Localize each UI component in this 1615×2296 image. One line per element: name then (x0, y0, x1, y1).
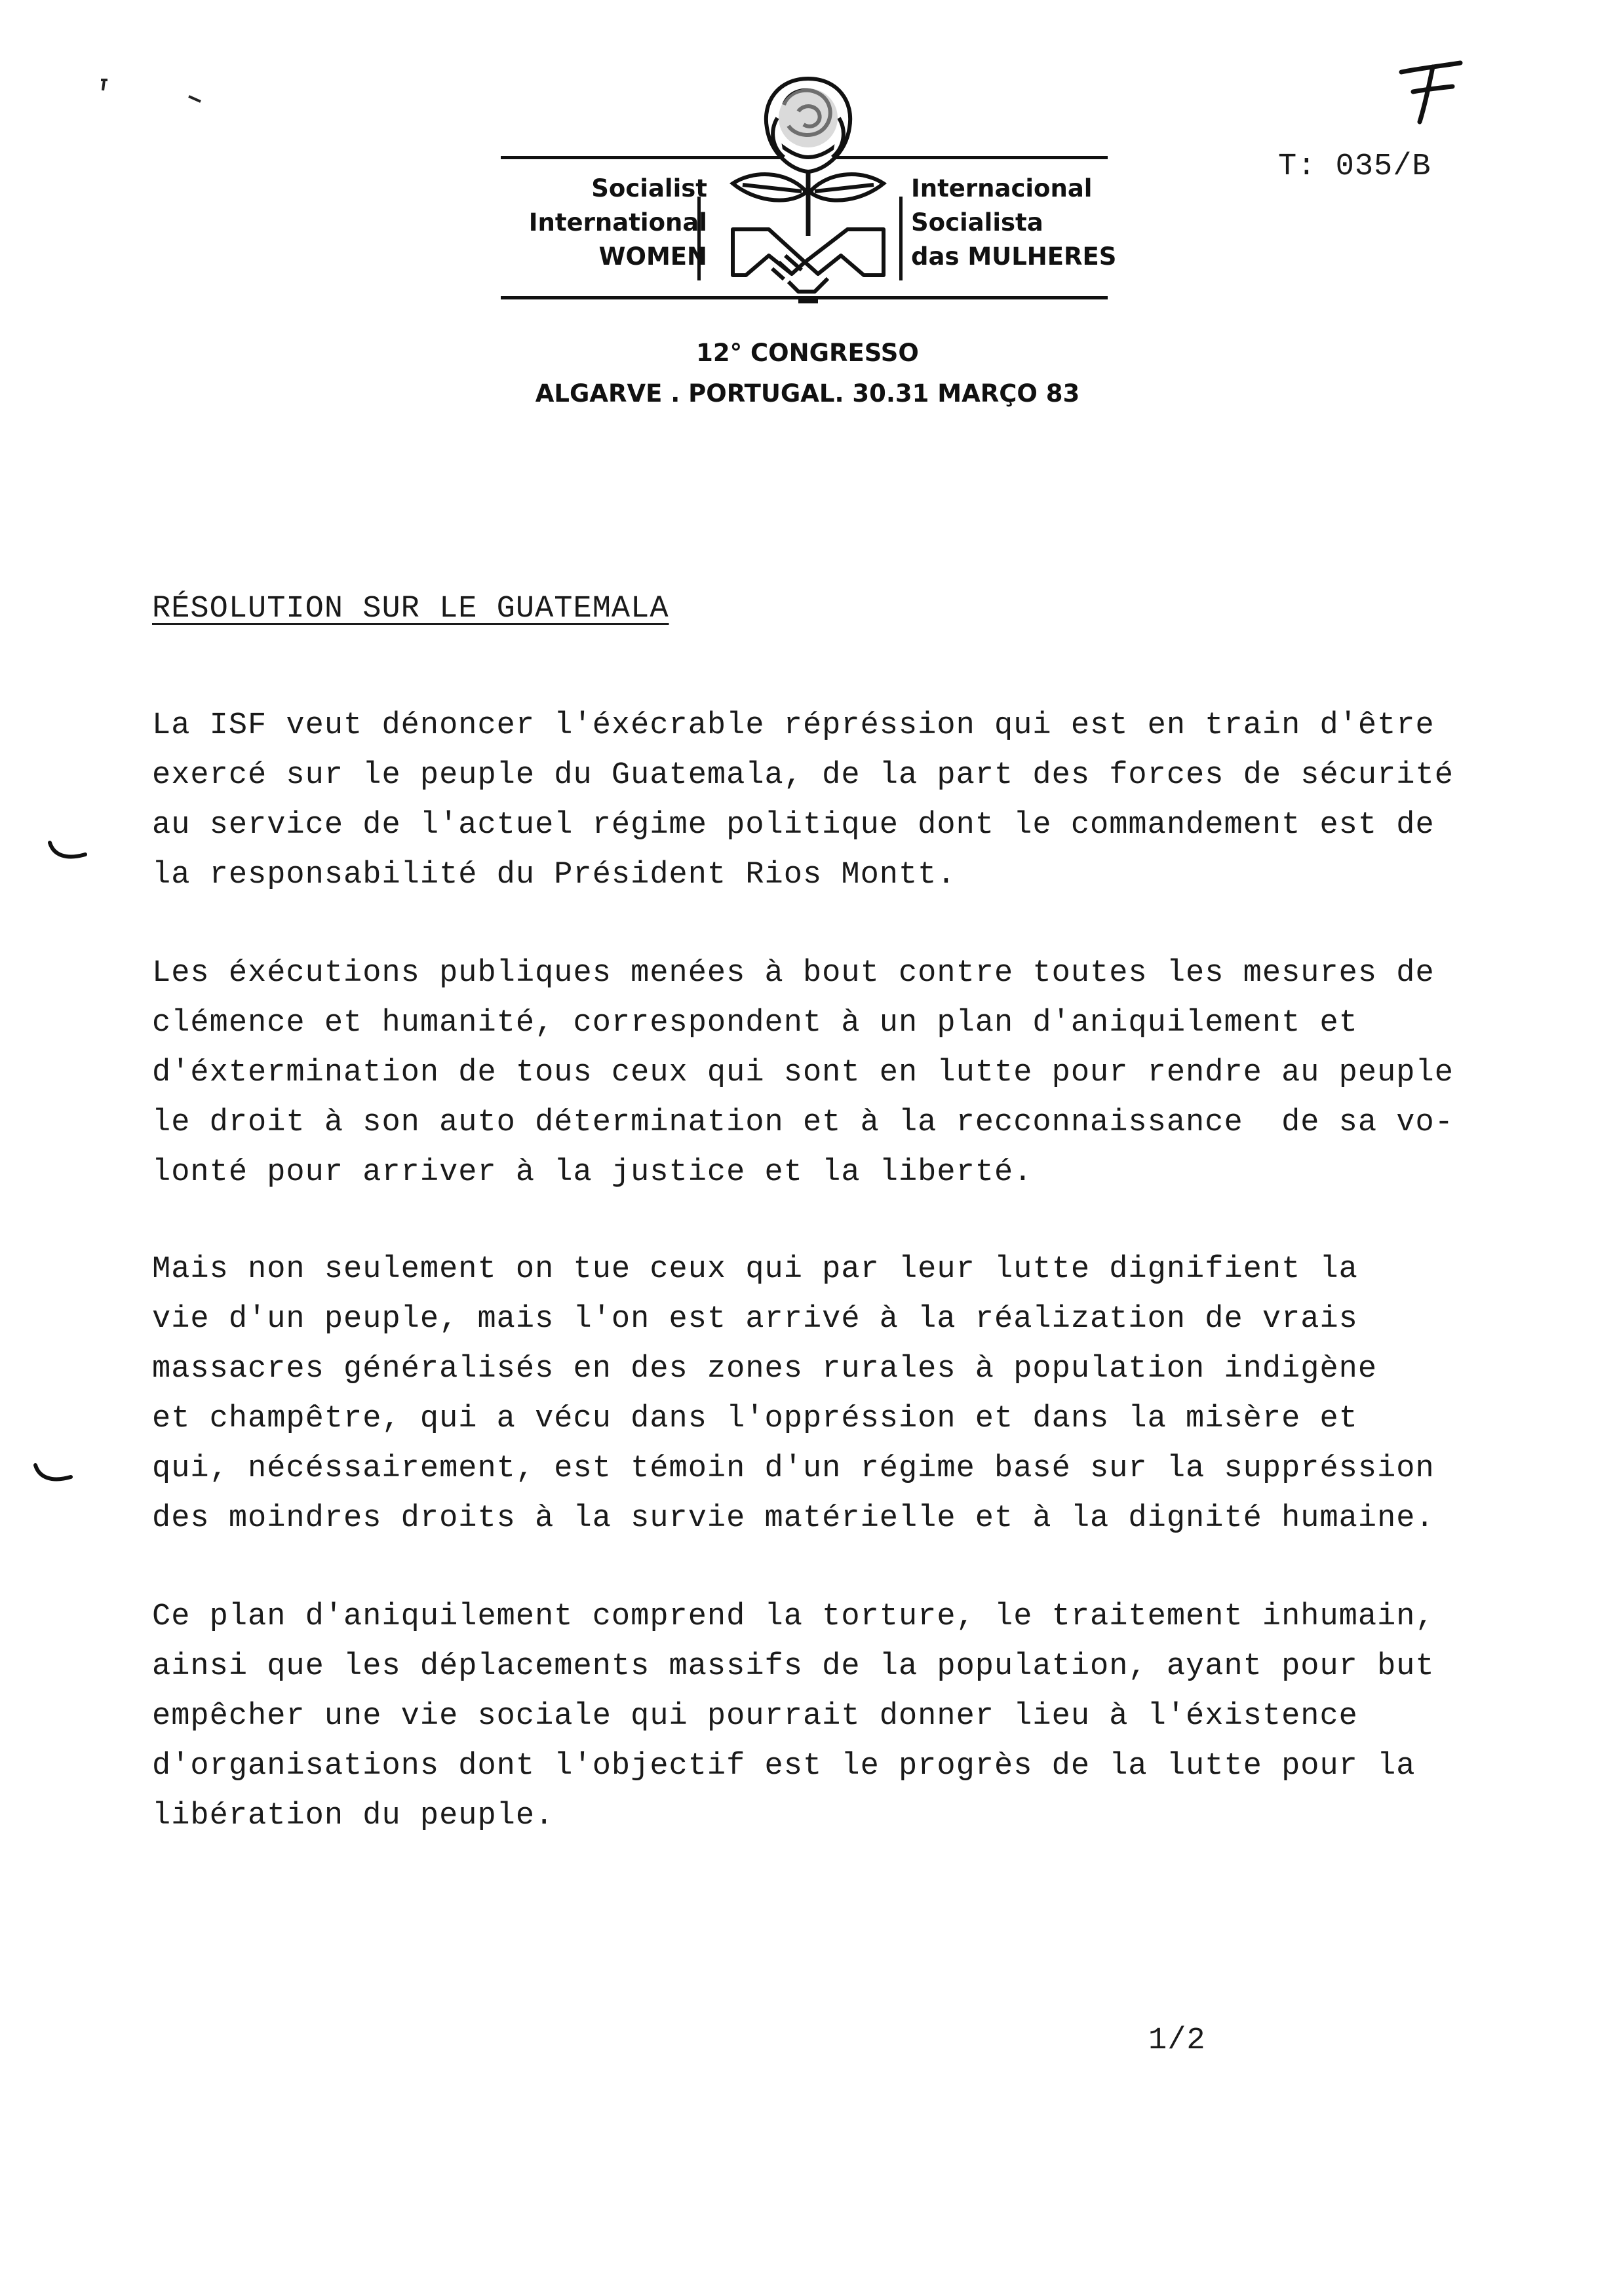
paragraph-line: massacres généralisés en des zones rurales à population indigène (152, 1352, 1378, 1387)
paragraph-line: empêcher une vie sociale qui pourrait donner lieu à l'éxistence (152, 1699, 1358, 1734)
paragraph-line: Ce plan d'aniquilement comprend la torture, le traitement inhumain, (152, 1599, 1435, 1634)
margin-mark (33, 1463, 73, 1485)
paragraph-1 (152, 701, 1509, 900)
paragraph-line: le droit à son auto détermination et à la recconnaissance de sa vo- (152, 1105, 1454, 1140)
paragraph-line: et champêtre, qui a vécu dans l'oppréssion et dans la misère et (152, 1402, 1358, 1436)
paragraph-2 (152, 949, 1509, 1198)
paragraph-4 (152, 1592, 1509, 1841)
org-name-portuguese-line3: das MULHERES (911, 242, 1117, 271)
page-number: 1/2 (1148, 2023, 1206, 2058)
congress-title: 12° CONGRESSO (696, 339, 919, 367)
paragraph-line: lonté pour arriver à la justice et la liberté. (152, 1155, 1033, 1190)
paragraph-line: des moindres droits à la survie matérielle et à la dignité humaine. (152, 1501, 1435, 1536)
scan-speck (98, 77, 111, 93)
margin-mark (47, 840, 88, 862)
org-name-english-line1: Socialist (591, 174, 707, 202)
org-name-english-line3: WOMEN (598, 242, 707, 271)
org-name-english (529, 172, 707, 274)
resolution-title: RÉSOLUTION SUR LE GUATEMALA (152, 592, 669, 626)
handwritten-f-mark (1395, 54, 1467, 126)
paragraph-line: d'organisations dont l'objectif est le progrès de la lutte pour la (152, 1749, 1416, 1784)
congress-info (0, 333, 1615, 414)
paragraph-line: La ISF veut dénoncer l'éxécrable répréssion qui est en train d'être (152, 708, 1435, 743)
rose-handshake-emblem (707, 66, 910, 321)
scan-speck (187, 94, 202, 104)
document-reference: T: 035/B (1278, 149, 1431, 184)
org-name-portuguese-line1: Internacional (911, 174, 1093, 202)
paragraph-3 (152, 1245, 1509, 1544)
paragraph-line: exercé sur le peuple du Guatemala, de la part des forces de sécurité (152, 758, 1454, 793)
paragraph-line: Les éxécutions publiques menées à bout contre toutes les mesures de (152, 956, 1435, 991)
paragraph-line: ainsi que les déplacements massifs de la population, ayant pour but (152, 1649, 1435, 1684)
paragraph-line: Mais non seulement on tue ceux qui par leur lutte dignifient la (152, 1252, 1358, 1287)
org-name-portuguese (911, 172, 1116, 274)
paragraph-line: libération du peuple. (152, 1799, 555, 1833)
paragraph-line: d'éxtermination de tous ceux qui sont en lutte pour rendre au peuple (152, 1056, 1454, 1090)
paragraph-line: qui, nécéssairement, est témoin d'un régime basé sur la suppréssion (152, 1451, 1435, 1486)
paragraph-line: la responsabilité du Président Rios Montt. (152, 858, 956, 892)
congress-location-date: ALGARVE . PORTUGAL. 30.31 MARÇO 83 (535, 379, 1080, 408)
org-name-english-line2: International (528, 208, 707, 237)
org-name-portuguese-line2: Socialista (911, 208, 1043, 237)
paragraph-line: vie d'un peuple, mais l'on est arrivé à la réalization de vrais (152, 1302, 1358, 1337)
paragraph-line: au service de l'actuel régime politique dont le commandement est de (152, 808, 1435, 843)
paragraph-line: clémence et humanité, correspondent à un plan d'aniquilement et (152, 1006, 1358, 1041)
